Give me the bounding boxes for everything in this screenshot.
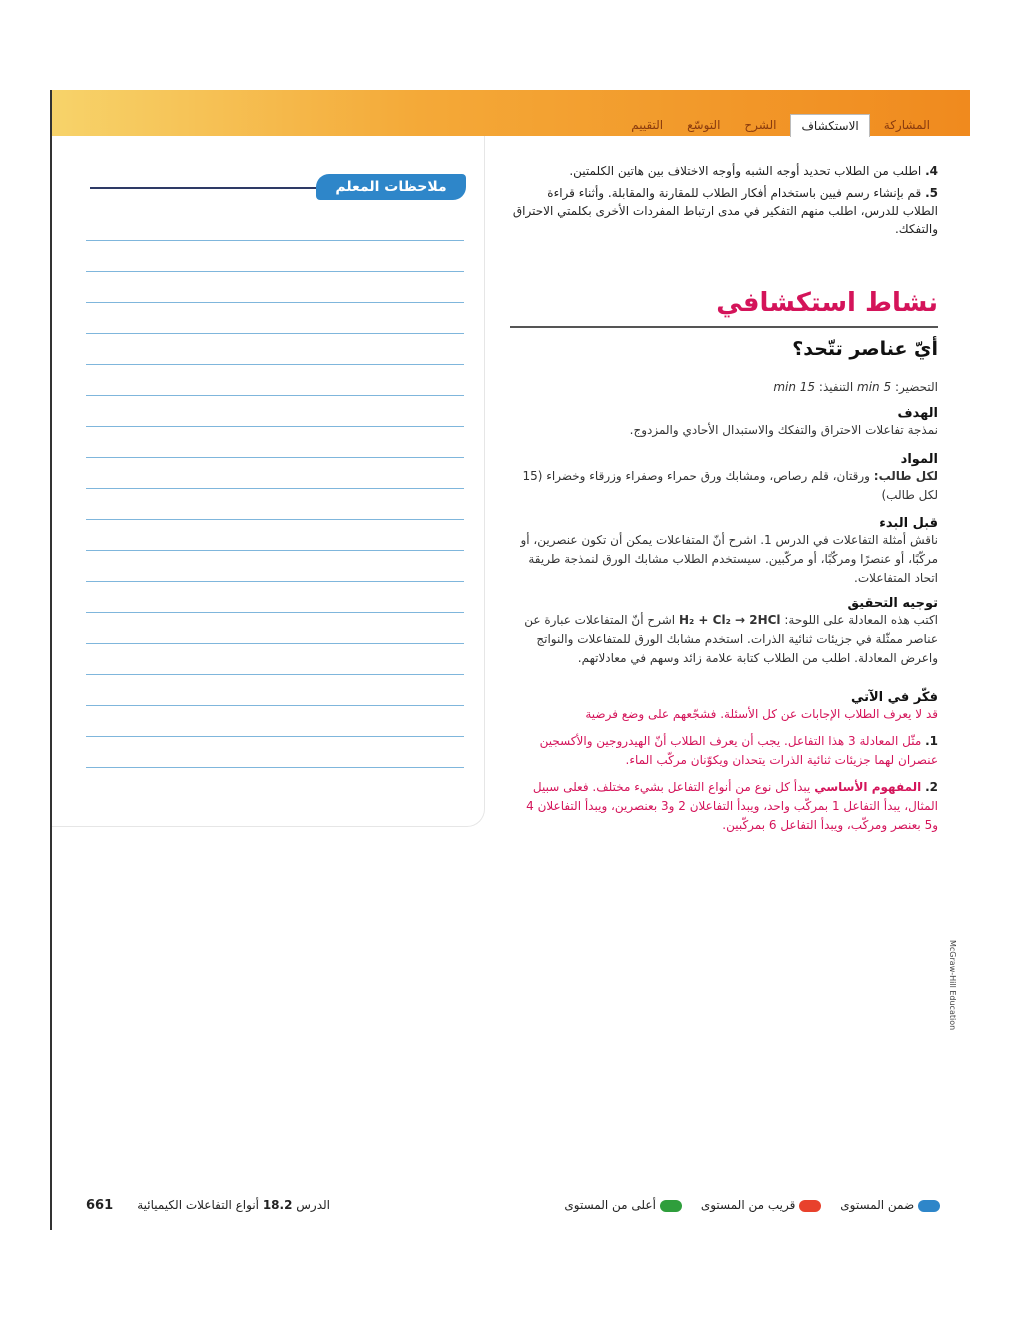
think-number: 1. (925, 734, 938, 748)
level-above-badge (660, 1200, 682, 1212)
note-line (86, 426, 464, 427)
tab-engage[interactable]: المشاركة (883, 118, 930, 132)
prep-label: التحضير: (894, 380, 938, 394)
step-number: 4. (925, 164, 938, 178)
tab-explain[interactable]: الشرح (744, 118, 777, 132)
notes-title-rule (90, 187, 320, 189)
side-credit-text: McGraw-Hill Education (948, 940, 957, 1031)
level-key (560, 1198, 940, 1212)
note-line (86, 705, 464, 706)
goal-section (510, 406, 938, 440)
materials-section (510, 452, 938, 505)
tab-explore[interactable]: الاستكشاف (790, 114, 869, 137)
note-line (86, 581, 464, 582)
page-number: 661 (86, 1198, 114, 1213)
note-line (86, 643, 464, 644)
note-line (86, 550, 464, 551)
section-title: نشاط استكشافي (716, 288, 938, 318)
materials-lead: لكل طالب: (873, 469, 938, 483)
guide-section (510, 596, 938, 668)
note-line (86, 674, 464, 675)
level-within-badge (918, 1200, 940, 1212)
step-5 (510, 184, 938, 238)
tab-evaluate[interactable]: التقييم (631, 118, 664, 132)
lesson-reference (130, 1198, 330, 1212)
think-intro: قد لا يعرف الطلاب الإجابات عن كل الأسئلة. فشجّعهم على وضع فرضية (585, 707, 938, 721)
run-value: 15 min (773, 380, 816, 394)
step-4 (510, 162, 938, 180)
goal-label: الهدف (897, 406, 938, 421)
think-lead: المفهوم الأساسي (814, 780, 922, 794)
prep-value: 5 min (857, 380, 892, 394)
level-near-label: قريب من المستوى (700, 1198, 796, 1212)
think-text: يبدأ كل نوع من أنواع التفاعل بشيء مختلف. فعلى سبيل المثال، يبدأ التفاعل 1 بمركّب واحد، ويبدأ التفاعلان 2 و3 بعنصرين، ويبدأ التفاعلان 4 و5 بعنصر ومركّب، ويبدأ التفاعل 6 بمركّبين. (526, 780, 938, 832)
note-line (86, 736, 464, 737)
think-item-2 (510, 778, 938, 835)
note-line (86, 767, 464, 768)
step-text: اطلب من الطلاب تحديد أوجه الشبه وأوجه الاختلاف بين هاتين الكلمتين. (569, 164, 922, 178)
lesson-number: 18.2 (262, 1198, 293, 1212)
section-rule (510, 326, 938, 328)
timing-line (510, 378, 938, 397)
think-text: مثّل المعادلة 3 هذا التفاعل. يجب أن يعرف الطلاب أنّ الهيدروجين والأكسجين عنصران لهما جزيئات ثنائية الذرات يتحدان ويكوّنان مركّب الماء. (539, 734, 938, 767)
before-section (510, 516, 938, 588)
note-line (86, 488, 464, 489)
note-line (86, 271, 464, 272)
activity-title: أيّ عناصر تتّحد؟ (792, 338, 938, 360)
materials-label: المواد (900, 452, 938, 467)
guide-text-2: اشرح أنّ المتفاعلات عبارة عن عناصر ممثّلة في جزيئات ثنائية الذرات. استخدم مشابك الورق للمتفاعلات والنواتج واعرض المعادلة. اطلب من الطلاب كتابة علامة زائد وسهم في معادلاتهم. (524, 613, 938, 665)
level-near-badge (799, 1200, 821, 1212)
note-line (86, 395, 464, 396)
side-credit (948, 940, 962, 1170)
intro-steps (510, 162, 938, 238)
guide-text-1: اكتب هذه المعادلة على اللوحة: (784, 613, 938, 627)
tab-elaborate[interactable]: التوسّع (687, 118, 721, 132)
think-item-1 (510, 732, 938, 770)
materials-text: ورقتان، قلم رصاص، ومشابك ورق حمراء وصفراء وزرقاء وخضراء (15 لكل طالب) (522, 469, 938, 502)
think-section (510, 690, 938, 835)
note-line (86, 333, 464, 334)
run-label: التنفيذ: (818, 380, 854, 394)
note-line (86, 612, 464, 613)
teacher-notes-title: ملاحظات المعلم (316, 174, 466, 200)
lesson-title: أنواع التفاعلات الكيميائية (137, 1198, 259, 1212)
note-line (86, 364, 464, 365)
note-line (86, 240, 464, 241)
level-above-label: أعلى من المستوى (564, 1198, 656, 1212)
lesson-tabs (510, 114, 940, 136)
lesson-label: الدرس (296, 1198, 330, 1212)
think-label: فكّر في الآتي (850, 690, 938, 705)
note-line (86, 457, 464, 458)
guide-label: توجيه التحقيق (847, 596, 938, 611)
before-text: ناقش أمثلة التفاعلات في الدرس 1. اشرح أنّ المتفاعلات يمكن أن تكون عنصرين، أو مركّبًا، أو عنصرًا ومركّبًا، أو مركّبين. سيستخدم الطلاب مشابك الورق لنمذجة طريقة اتحاد المتفاعلات. (520, 533, 938, 585)
think-number: 2. (925, 780, 938, 794)
step-text: قم بإنشاء رسم فيين باستخدام أفكار الطلاب للمقارنة والمقابلة. وأثناء قراءة الطلاب للدرس، اطلب منهم التفكير في مدى ارتباط المفردات الأخرى بكلمتي الاحتراق والتفكك. (512, 186, 938, 236)
note-line (86, 302, 464, 303)
goal-text: نمذجة تفاعلات الاحتراق والتفكك والاستبدال الأحادي والمزدوج. (629, 423, 938, 437)
equation: H₂ + Cl₂ → 2HCl (678, 613, 781, 627)
level-within-label: ضمن المستوى (840, 1198, 915, 1212)
before-label: قبل البدء (879, 516, 938, 531)
step-number: 5. (925, 186, 938, 200)
note-line (86, 519, 464, 520)
